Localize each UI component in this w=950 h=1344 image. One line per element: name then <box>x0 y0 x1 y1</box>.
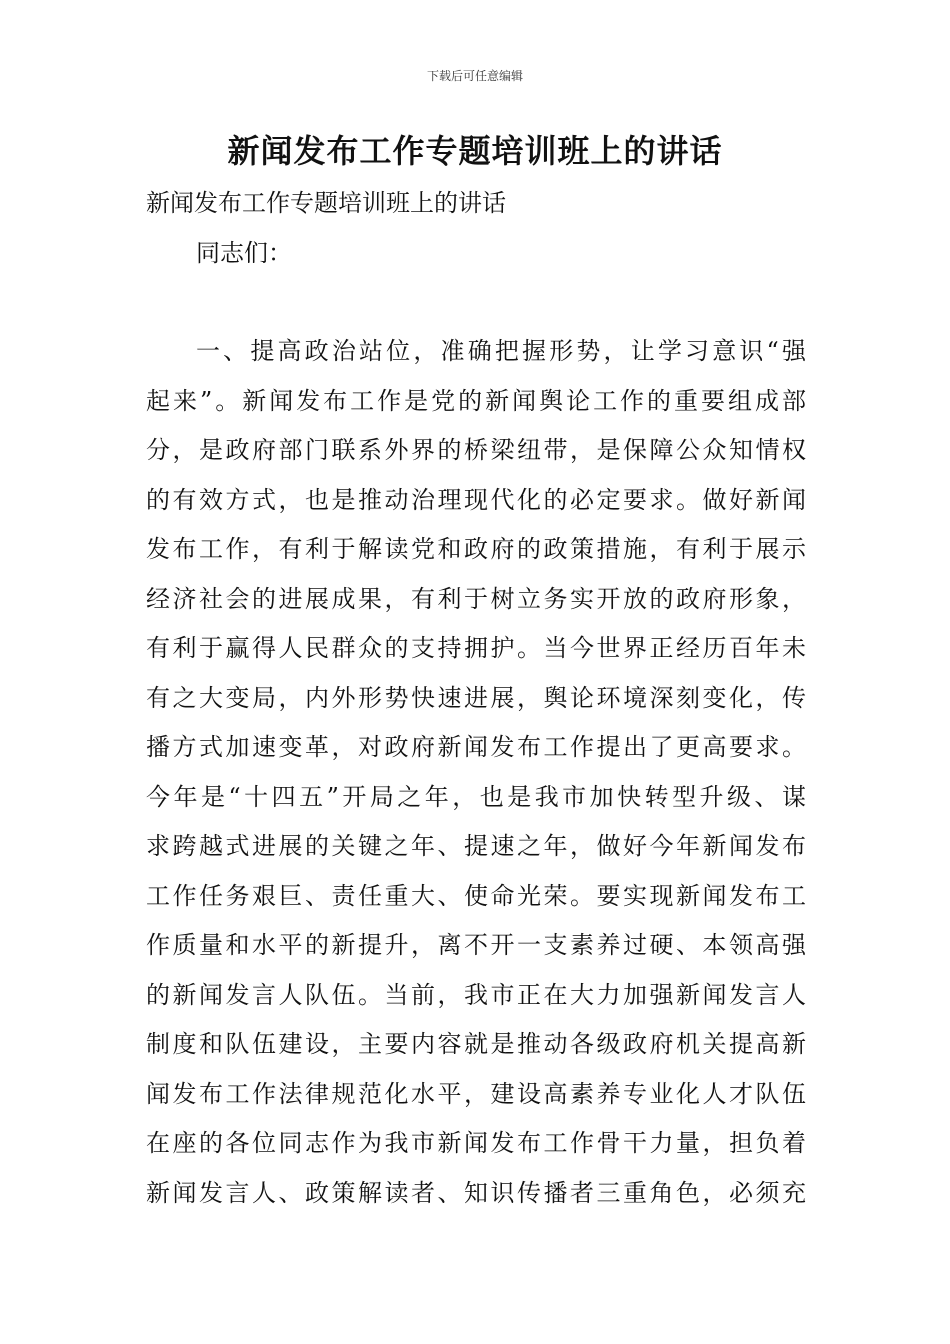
paragraph-line: 工作任务艰巨、责任重大、使命光荣。要实现新闻发布工 <box>146 881 806 910</box>
paragraph-line: 的有效方式，也是推动治理现代化的必定要求。做好新闻 <box>146 485 806 514</box>
paragraph-line: 制度和队伍建设，主要内容就是推动各级政府机关提高新 <box>146 1030 806 1058</box>
paragraph-line: 发布工作，有利于解读党和政府的政策措施，有利于展示 <box>146 535 806 563</box>
document-subtitle: 新闻发布工作专题培训班上的讲话 <box>146 189 506 217</box>
salutation: 同志们： <box>196 239 292 267</box>
paragraph-line: 有利于赢得人民群众的支持拥护。当今世界正经历百年未 <box>146 634 806 662</box>
paragraph-line: 经济社会的进展成果，有利于树立务实开放的政府形象， <box>146 584 806 613</box>
paragraph-line: 起来”。新闻发布工作是党的新闻舆论工作的重要组成部 <box>146 386 806 415</box>
paragraph-line: 闻发布工作法律规范化水平，建设高素养专业化人才队伍 <box>146 1079 806 1108</box>
paragraph-line: 新闻发言人、政策解读者、知识传播者三重角色，必须充 <box>146 1178 806 1207</box>
header-note: 下载后可任意编辑 <box>426 69 523 83</box>
paragraph-line: 求跨越式进展的关键之年、提速之年，做好今年新闻发布 <box>146 832 806 860</box>
paragraph-line: 的新闻发言人队伍。当前，我市正在大力加强新闻发言人 <box>146 980 806 1009</box>
paragraph-line: 今年是“十四五”开局之年，也是我市加快转型升级、谋 <box>146 782 806 811</box>
paragraph-line: 有之大变局，内外形势快速进展，舆论环境深刻变化，传 <box>146 683 806 712</box>
paragraph-line: 分，是政府部门联系外界的桥梁纽带，是保障公众知情权 <box>146 436 806 464</box>
body-paragraph <box>146 327 806 1218</box>
paragraph-line: 在座的各位同志作为我市新闻发布工作骨干力量，担负着 <box>146 1129 806 1157</box>
paragraph-line: 播方式加速变革，对政府新闻发布工作提出了更高要求。 <box>146 733 806 761</box>
document-title: 新闻发布工作专题培训班上的讲话 <box>227 132 723 170</box>
paragraph-line: 作质量和水平的新提升，离不开一支素养过硬、本领高强 <box>146 931 806 959</box>
paragraph-line: 一、提高政治站位，准确把握形势，让学习意识“强 <box>196 337 806 365</box>
